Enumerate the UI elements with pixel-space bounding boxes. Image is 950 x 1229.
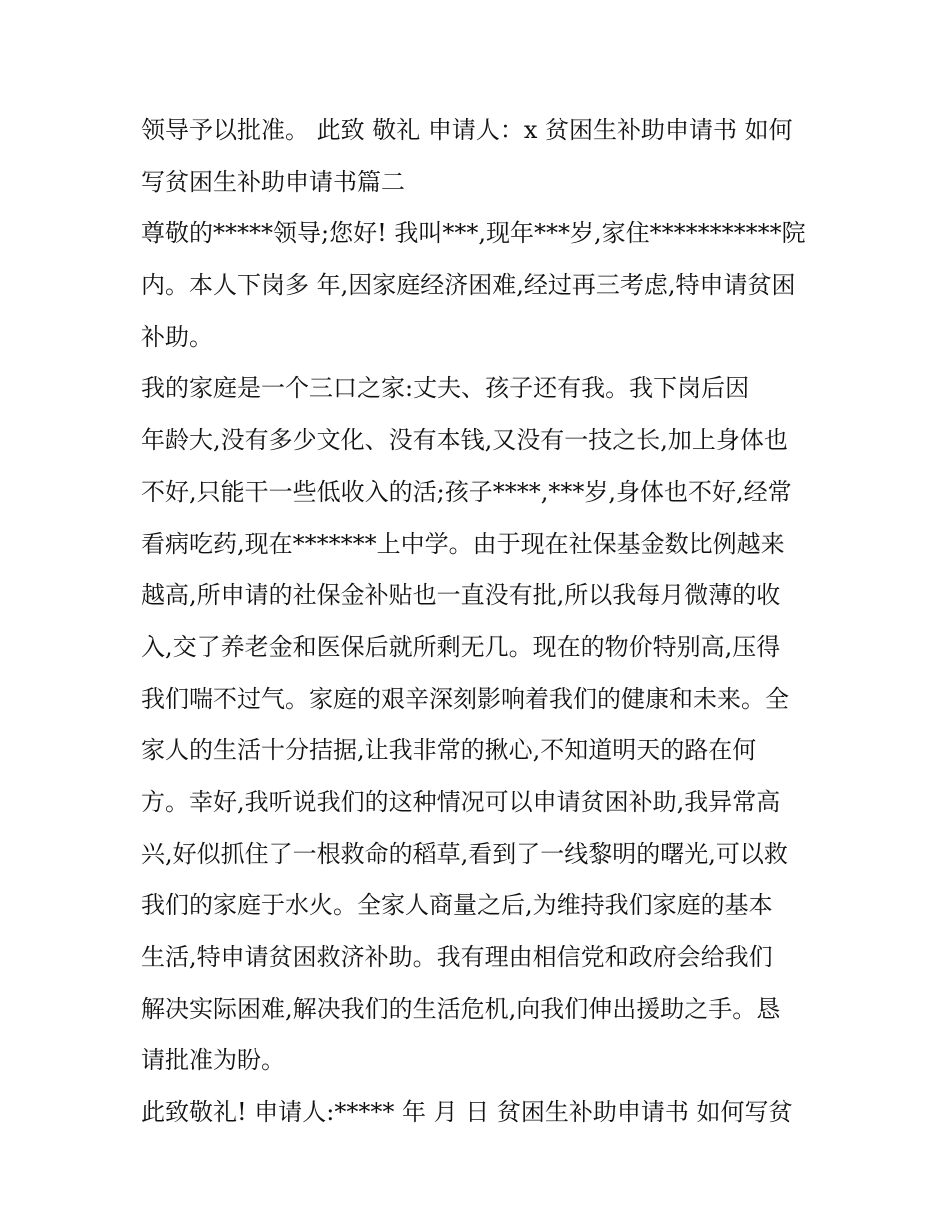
text-line: 领导予以批准。 此致 敬礼 申请人：x 贫困生补助申请书 如何 [141,116,793,144]
text-line: 兴,好似抓住了一根救命的稻草,看到了一线黎明的曙光,可以救 [141,839,788,868]
text-line: 年龄大,没有多少文化、没有本钱,又没有一技之长,加上身体也 [141,426,788,455]
text-line: 越高,所申请的社保金补贴也一直没有批,所以我每月微薄的收 [141,581,781,610]
text-line: 看病吃药,现在*******上中学。由于现在社保基金数比例越来 [141,529,785,558]
text-line: 方。幸好,我听说我们的这种情况可以申请贫困补助,我异常高 [141,787,781,816]
text-line: 家人的生活十分拮据,让我非常的揪心,不知道明天的路在何 [141,736,757,765]
text-line: 补助。 [141,322,213,351]
text-line: 不好,只能干一些低收入的活;孩子****,***岁,身体也不好,经常 [141,477,792,506]
text-line: 此致敬礼! 申请人:***** 年 月 日 贫困生补助申请书 如何写贫 [141,1098,793,1127]
text-line: 生活,特申请贫困救济补助。我有理由相信党和政府会给我们 [141,943,773,971]
text-line: 解决实际困难,解决我们的生活危机,向我们伸出援助之手。恳 [141,994,781,1023]
text-line: 我的家庭是一个三口之家:丈夫、孩子还有我。我下岗后因 [141,374,750,403]
document-body [141,110,821,1144]
text-line: 我们的家庭于水火。全家人商量之后,为维持我们家庭的基本 [141,891,773,920]
text-line: 尊敬的*****领导;您好! 我叫***,现年***岁,家住***********院 [141,219,806,248]
text-line: 入,交了养老金和医保后就所剩无几。现在的物价特别高,压得 [141,632,781,661]
text-line: 请批准为盼。 [141,1046,285,1075]
text-line: 写贫困生补助申请书篇二 [141,167,405,196]
text-line: 我们喘不过气。家庭的艰辛深刻影响着我们的健康和未来。全 [141,684,789,713]
text-line: 内。本人下岗多 年,因家庭经济困难,经过再三考虑,特申请贫困 [141,271,796,300]
